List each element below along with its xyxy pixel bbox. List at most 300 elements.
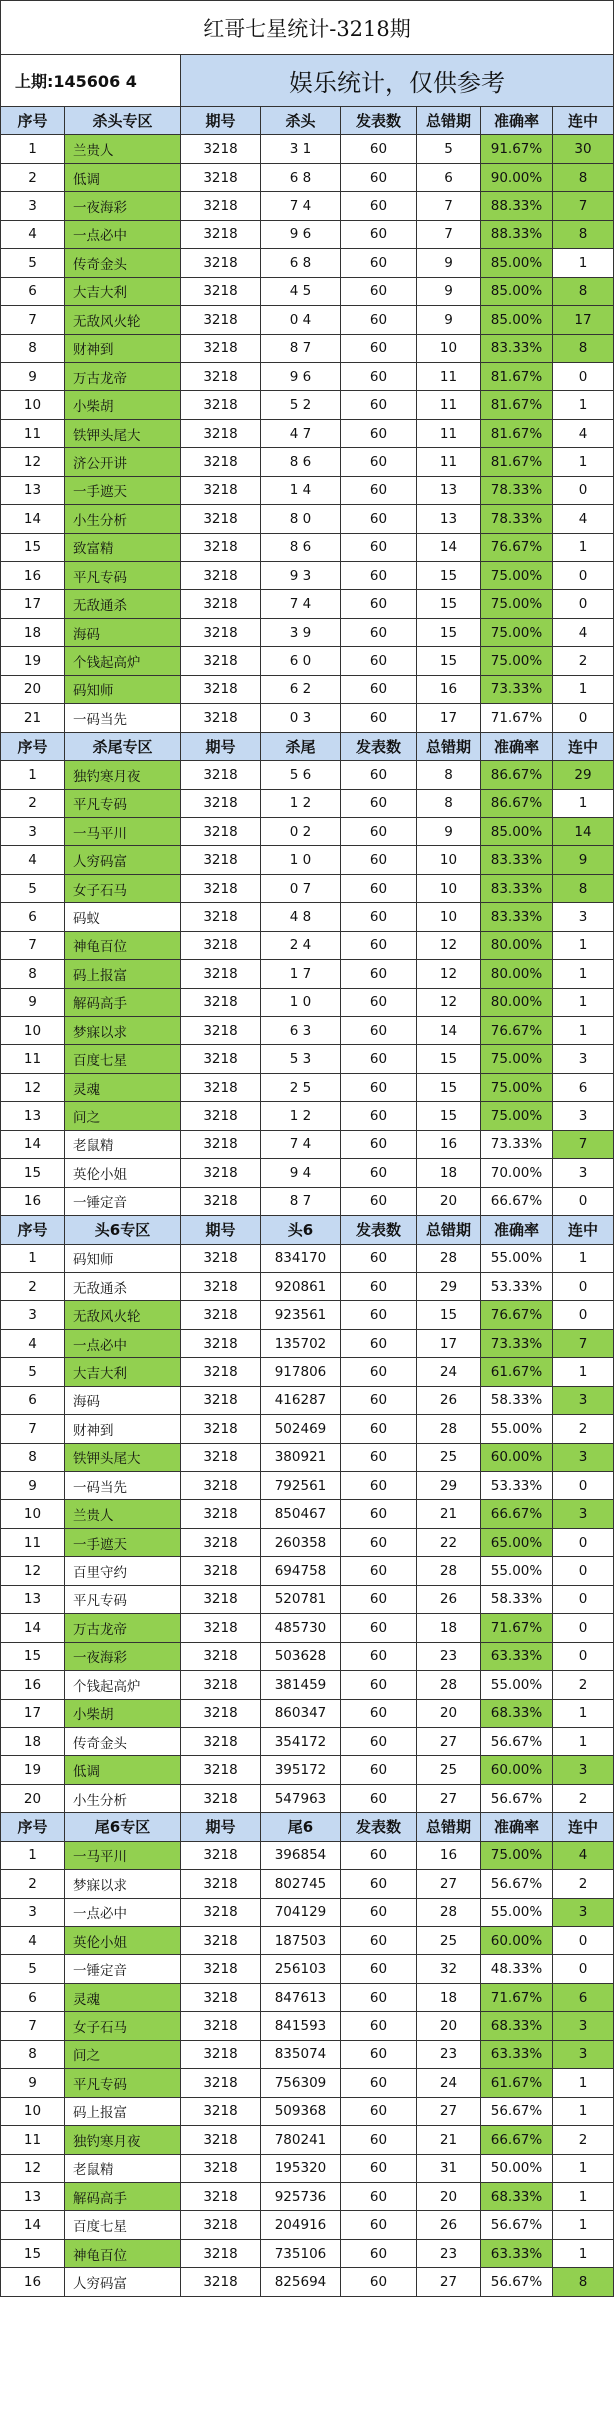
cell-expert-name: 码知师 [65,676,181,703]
table-row [1,1102,613,1130]
cell-prediction: 547963 [261,1785,341,1812]
table-row [1,875,613,903]
section-1 [1,107,613,733]
cell-streak: 3 [578,1051,588,1068]
cell-accuracy: 75.00% [481,562,553,589]
cell-index: 11 [1,420,65,447]
cell-index: 9 [1,363,65,390]
cell-expert-name: 码蚁 [65,903,181,930]
cell-index: 10 [1,2098,65,2125]
table-row [1,1614,613,1642]
cell-expert-name: 百度七星 [65,2211,181,2238]
cell-posts: 60 [341,1756,417,1783]
table-row [1,818,613,846]
cell-total-errors: 8 [417,790,481,817]
cell-accuracy: 63.33% [481,1643,553,1670]
cell-accuracy: 63.33% [481,2041,553,2068]
cell-accuracy: 66.67% [481,2126,553,2153]
cell-expert-name: 传奇金头 [65,249,181,276]
table-row [1,790,613,818]
cell-index: 9 [1,1472,65,1499]
cell-streak: 8 [553,164,613,191]
cell-posts: 60 [341,647,417,674]
cell-period: 3218 [181,1159,261,1186]
cell-streak: 1 [578,795,588,812]
cell-posts: 60 [341,1643,417,1670]
table-row [1,1700,613,1728]
cell-index: 11 [1,1529,65,1556]
cell-prediction: 7 4 [261,192,341,219]
cell-streak: 17 [553,306,613,333]
cell-period: 3218 [181,1017,261,1044]
cell-total-errors: 27 [417,1870,481,1897]
cell-expert-name: 梦寐以求 [65,1017,181,1044]
cell-index: 5 [1,249,65,276]
cell-streak: 1 [578,254,588,271]
cell-index: 10 [1,391,65,418]
cell-total-errors: 32 [417,1955,481,1982]
cell-prediction: 1 7 [261,960,341,987]
cell-streak: 3 [578,908,588,925]
cell-posts: 60 [341,1074,417,1101]
cell-prediction: 925736 [261,2183,341,2210]
cell-posts: 60 [341,505,417,532]
cell-accuracy: 90.00% [481,164,553,191]
cell-posts: 60 [341,1273,417,1300]
cell-accuracy: 66.67% [481,1188,553,1215]
cell-accuracy: 55.00% [481,1899,553,1926]
cell-total-errors: 25 [417,1927,481,1954]
cell-index: 2 [1,790,65,817]
cell-total-errors: 27 [417,2098,481,2125]
cell-posts: 60 [341,2098,417,2125]
cell-period: 3218 [181,590,261,617]
cell-prediction: 1 2 [261,790,341,817]
cell-accuracy: 75.00% [481,1842,553,1869]
cell-expert-name: 人穷码富 [65,2268,181,2295]
table-row [1,1955,613,1983]
cell-total-errors: 23 [417,2240,481,2267]
cell-accuracy: 56.67% [481,1870,553,1897]
cell-accuracy: 83.33% [481,903,553,930]
header-expert-name: 头6专区 [65,1216,181,1243]
table-row [1,2012,613,2040]
cell-index: 16 [1,2268,65,2295]
cell-index: 15 [1,1643,65,1670]
cell-accuracy: 55.00% [481,1245,553,1272]
cell-index: 13 [1,1102,65,1129]
cell-period: 3218 [181,1245,261,1272]
table-row [1,2268,613,2296]
cell-posts: 60 [341,1671,417,1698]
cell-period: 3218 [181,1728,261,1755]
cell-prediction: 6 2 [261,676,341,703]
cell-expert-name: 一锤定音 [65,1955,181,1982]
header-posts: 发表数 [341,1216,417,1243]
header-prediction: 杀头 [261,107,341,134]
cell-prediction: 9 3 [261,562,341,589]
table-row [1,1444,613,1472]
table-row [1,1301,613,1329]
cell-period: 3218 [181,2069,261,2096]
cell-period: 3218 [181,932,261,959]
cell-posts: 60 [341,1358,417,1385]
cell-streak: 1 [578,937,588,954]
cell-expert-name: 财神到 [65,1415,181,1442]
cell-accuracy: 75.00% [481,590,553,617]
cell-prediction: 396854 [261,1842,341,1869]
table-row [1,761,613,789]
cell-total-errors: 16 [417,1842,481,1869]
cell-total-errors: 24 [417,2069,481,2096]
cell-expert-name: 无敌风火轮 [65,306,181,333]
cell-accuracy: 48.33% [481,1955,553,1982]
cell-prediction: 2 4 [261,932,341,959]
cell-streak: 1 [578,2160,588,2177]
cell-expert-name: 码知师 [65,1245,181,1272]
header-total-errors: 总错期 [417,107,481,134]
cell-posts: 60 [341,619,417,646]
cell-total-errors: 17 [417,1330,481,1357]
cell-streak: 1 [578,2217,588,2234]
cell-index: 6 [1,1984,65,2011]
cell-expert-name: 灵魂 [65,1984,181,2011]
cell-prediction: 5 2 [261,391,341,418]
cell-accuracy: 56.67% [481,2268,553,2295]
cell-streak: 30 [553,135,613,162]
cell-expert-name: 小生分析 [65,505,181,532]
cell-total-errors: 8 [417,761,481,788]
cell-expert-name: 人穷码富 [65,846,181,873]
cell-index: 21 [1,704,65,731]
table-row [1,676,613,704]
cell-period: 3218 [181,2268,261,2295]
cell-total-errors: 7 [417,192,481,219]
cell-period: 3218 [181,1529,261,1556]
cell-posts: 60 [341,448,417,475]
cell-posts: 60 [341,534,417,561]
cell-expert-name: 个钱起高炉 [65,647,181,674]
cell-expert-name: 平凡专码 [65,1586,181,1613]
cell-streak: 3 [553,1444,613,1471]
header-index: 序号 [1,733,65,760]
cell-total-errors: 27 [417,2268,481,2295]
cell-period: 3218 [181,1557,261,1584]
cell-total-errors: 29 [417,1472,481,1499]
cell-index: 7 [1,306,65,333]
cell-total-errors: 28 [417,1415,481,1442]
table-row [1,164,613,192]
cell-period: 3218 [181,846,261,873]
cell-index: 13 [1,1586,65,1613]
table-row [1,1529,613,1557]
cell-streak: 3 [578,1108,588,1125]
header-streak: 连中 [567,1221,598,1240]
cell-streak: 2 [578,1676,588,1693]
cell-index: 19 [1,1756,65,1783]
table-row [1,1017,613,1045]
cell-index: 12 [1,448,65,475]
cell-streak: 0 [578,1477,588,1494]
cell-posts: 60 [341,1188,417,1215]
cell-accuracy: 60.00% [481,1927,553,1954]
cell-streak: 1 [578,539,588,556]
cell-expert-name: 万古龙帝 [65,1614,181,1641]
cell-expert-name: 一手遮天 [65,477,181,504]
cell-accuracy: 55.00% [481,1557,553,1584]
cell-posts: 60 [341,875,417,902]
cell-accuracy: 71.67% [481,704,553,731]
cell-accuracy: 53.33% [481,1273,553,1300]
header-prediction: 头6 [261,1216,341,1243]
cell-period: 3218 [181,903,261,930]
cell-index: 18 [1,619,65,646]
cell-prediction: 5 3 [261,1045,341,1072]
cell-expert-name: 平凡专码 [65,562,181,589]
cell-streak: 0 [578,1961,588,1978]
cell-accuracy: 68.33% [481,2012,553,2039]
table-row [1,448,613,476]
cell-expert-name: 济公开讲 [65,448,181,475]
cell-prediction: 0 3 [261,704,341,731]
cell-streak: 8 [553,278,613,305]
table-row [1,2126,613,2154]
header-posts: 发表数 [341,733,417,760]
cell-total-errors: 24 [417,1358,481,1385]
header-prediction: 尾6 [261,1813,341,1840]
cell-posts: 60 [341,1102,417,1129]
cell-posts: 60 [341,1017,417,1044]
cell-total-errors: 26 [417,1387,481,1414]
cell-expert-name: 英伦小姐 [65,1927,181,1954]
cell-index: 16 [1,1671,65,1698]
table-row [1,1245,613,1273]
cell-posts: 60 [341,960,417,987]
cell-posts: 60 [341,1415,417,1442]
cell-prediction: 0 2 [261,818,341,845]
header-expert-name: 尾6专区 [65,1813,181,1840]
cell-prediction: 917806 [261,1358,341,1385]
cell-accuracy: 85.00% [481,306,553,333]
header-streak: 连中 [567,112,598,131]
cell-accuracy: 63.33% [481,2240,553,2267]
cell-expert-name: 英伦小姐 [65,1159,181,1186]
cell-period: 3218 [181,221,261,248]
cell-posts: 60 [341,1955,417,1982]
table-row [1,647,613,675]
cell-streak: 0 [578,596,588,613]
header-accuracy: 准确率 [481,107,553,134]
cell-streak: 1 [578,1733,588,1750]
cell-streak: 0 [578,709,588,726]
cell-total-errors: 15 [417,1301,481,1328]
table-row [1,1586,613,1614]
cell-period: 3218 [181,1472,261,1499]
cell-posts: 60 [341,249,417,276]
cell-index: 6 [1,903,65,930]
cell-index: 6 [1,1387,65,1414]
cell-streak: 29 [553,761,613,788]
cell-prediction: 835074 [261,2041,341,2068]
cell-prediction: 187503 [261,1927,341,1954]
cell-accuracy: 56.67% [481,1785,553,1812]
cell-accuracy: 75.00% [481,1102,553,1129]
cell-posts: 60 [341,1159,417,1186]
cell-index: 20 [1,1785,65,1812]
cell-prediction: 860347 [261,1700,341,1727]
cell-prediction: 8 6 [261,448,341,475]
cell-period: 3218 [181,676,261,703]
header-posts: 发表数 [341,1813,417,1840]
cell-posts: 60 [341,1785,417,1812]
cell-prediction: 3 1 [261,135,341,162]
table-row [1,1557,613,1585]
cell-streak: 1 [578,2245,588,2262]
cell-total-errors: 31 [417,2155,481,2182]
cell-prediction: 395172 [261,1756,341,1783]
cell-streak: 7 [553,1131,613,1158]
cell-period: 3218 [181,306,261,333]
cell-expert-name: 平凡专码 [65,790,181,817]
cell-period: 3218 [181,1330,261,1357]
cell-period: 3218 [181,2041,261,2068]
cell-accuracy: 66.67% [481,1500,553,1527]
cell-period: 3218 [181,704,261,731]
cell-period: 3218 [181,989,261,1016]
cell-posts: 60 [341,1927,417,1954]
cell-total-errors: 11 [417,448,481,475]
cell-period: 3218 [181,1444,261,1471]
cell-total-errors: 9 [417,818,481,845]
cell-expert-name: 问之 [65,1102,181,1129]
cell-posts: 60 [341,2211,417,2238]
cell-streak: 0 [578,1534,588,1551]
cell-index: 3 [1,192,65,219]
cell-streak: 1 [578,2074,588,2091]
cell-total-errors: 10 [417,335,481,362]
table-row [1,420,613,448]
cell-expert-name: 一马平川 [65,1842,181,1869]
cell-expert-name: 铁钾头尾大 [65,1444,181,1471]
cell-index: 13 [1,477,65,504]
cell-accuracy: 76.67% [481,1301,553,1328]
cell-posts: 60 [341,1131,417,1158]
cell-total-errors: 21 [417,2126,481,2153]
cell-period: 3218 [181,1614,261,1641]
cell-posts: 60 [341,477,417,504]
cell-total-errors: 10 [417,875,481,902]
cell-index: 5 [1,875,65,902]
cell-period: 3218 [181,2211,261,2238]
cell-total-errors: 15 [417,1102,481,1129]
table-row [1,1045,613,1073]
cell-posts: 60 [341,676,417,703]
cell-accuracy: 55.00% [481,1671,553,1698]
header-period: 期号 [181,733,261,760]
cell-prediction: 503628 [261,1643,341,1670]
cell-streak: 6 [578,1079,588,1096]
cell-index: 5 [1,1955,65,1982]
table-row [1,1870,613,1898]
cell-period: 3218 [181,2183,261,2210]
cell-prediction: 841593 [261,2012,341,2039]
cell-posts: 60 [341,306,417,333]
table-header-row [1,733,613,761]
cell-streak: 7 [553,1330,613,1357]
cell-prediction: 920861 [261,1273,341,1300]
cell-total-errors: 16 [417,676,481,703]
cell-streak: 1 [578,1250,588,1267]
cell-posts: 60 [341,1387,417,1414]
cell-index: 7 [1,932,65,959]
cell-posts: 60 [341,1984,417,2011]
cell-streak: 2 [578,1875,588,1892]
info-bar [1,55,613,107]
header-prediction: 杀尾 [261,733,341,760]
header-period: 期号 [181,1216,261,1243]
cell-index: 4 [1,221,65,248]
cell-index: 15 [1,534,65,561]
table-row [1,1500,613,1528]
cell-posts: 60 [341,1557,417,1584]
header-expert-name: 杀头专区 [65,107,181,134]
cell-posts: 60 [341,2268,417,2295]
cell-expert-name: 一点必中 [65,221,181,248]
cell-total-errors: 11 [417,363,481,390]
table-row [1,1415,613,1443]
cell-prediction: 780241 [261,2126,341,2153]
cell-index: 2 [1,1273,65,1300]
cell-total-errors: 21 [417,1500,481,1527]
cell-period: 3218 [181,1785,261,1812]
cell-total-errors: 17 [417,704,481,731]
cell-period: 3218 [181,2012,261,2039]
table-row [1,704,613,732]
table-row [1,1131,613,1159]
table-row [1,2211,613,2239]
cell-total-errors: 5 [417,135,481,162]
cell-posts: 60 [341,590,417,617]
cell-total-errors: 9 [417,249,481,276]
cell-index: 11 [1,1045,65,1072]
cell-total-errors: 15 [417,1074,481,1101]
cell-accuracy: 85.00% [481,818,553,845]
cell-posts: 60 [341,818,417,845]
cell-streak: 3 [553,1500,613,1527]
cell-expert-name: 独钓寒月夜 [65,761,181,788]
cell-index: 1 [1,1245,65,1272]
cell-prediction: 354172 [261,1728,341,1755]
table-row [1,1927,613,1955]
cell-index: 9 [1,2069,65,2096]
cell-period: 3218 [181,249,261,276]
cell-prediction: 260358 [261,1529,341,1556]
cell-index: 11 [1,2126,65,2153]
cell-prediction: 923561 [261,1301,341,1328]
cell-index: 7 [1,1415,65,1442]
table-row [1,1899,613,1927]
cell-expert-name: 海码 [65,1387,181,1414]
cell-accuracy: 60.00% [481,1444,553,1471]
cell-accuracy: 75.00% [481,1045,553,1072]
header-streak: 连中 [567,737,598,756]
cell-period: 3218 [181,1955,261,1982]
cell-total-errors: 18 [417,1614,481,1641]
cell-expert-name: 百度七星 [65,1045,181,1072]
cell-period: 3218 [181,1700,261,1727]
cell-prediction: 8 7 [261,1188,341,1215]
cell-index: 7 [1,2012,65,2039]
